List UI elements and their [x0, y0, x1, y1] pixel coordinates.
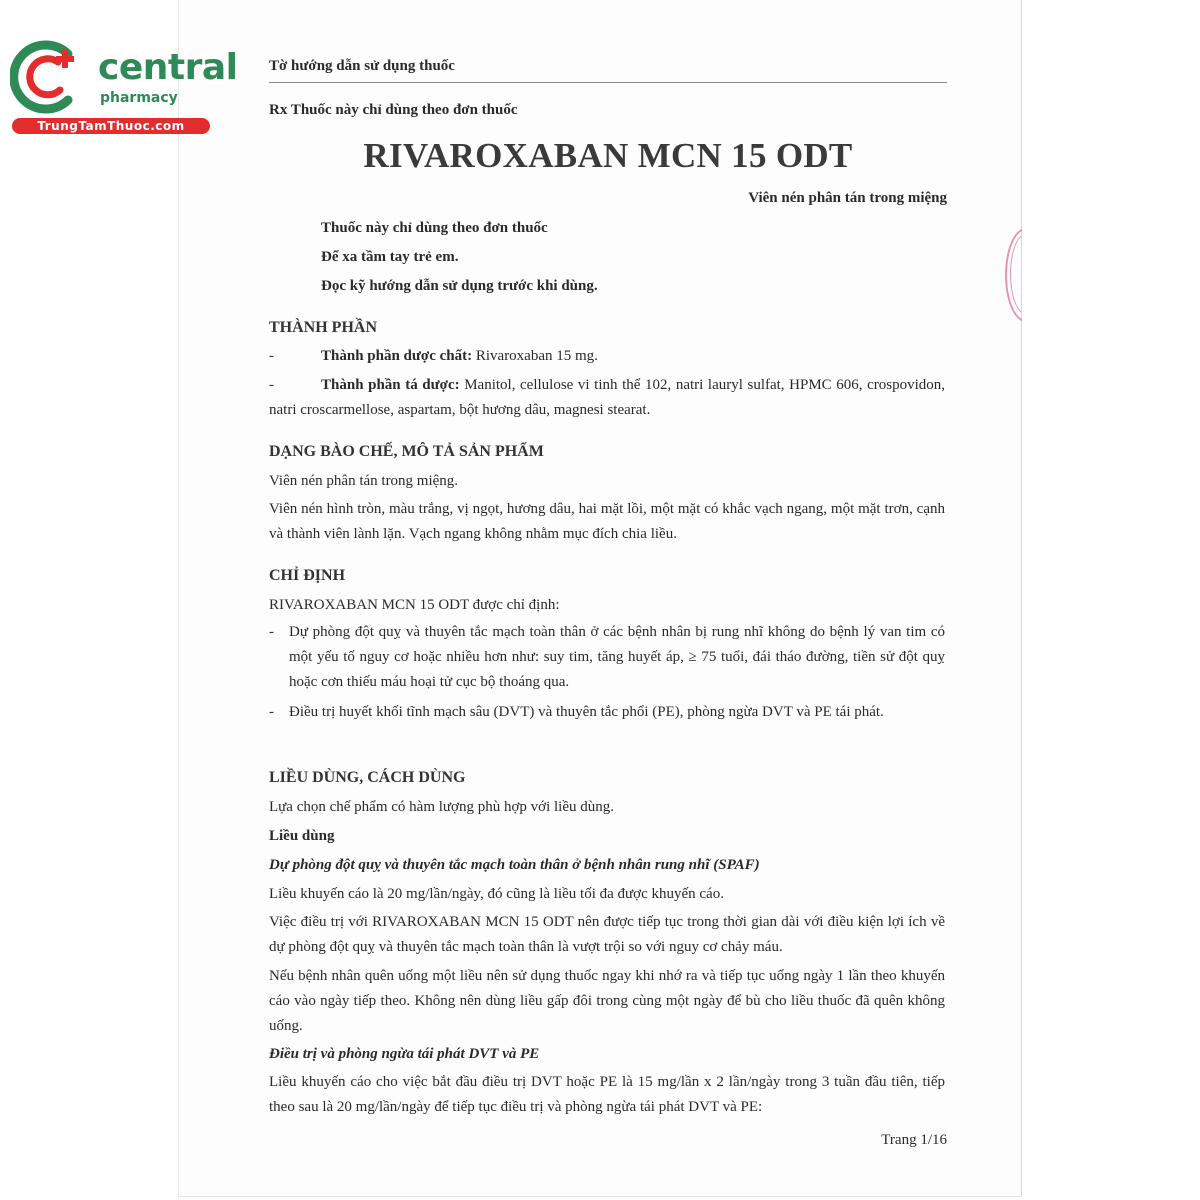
dosage-subheading: Liều dùng — [269, 828, 335, 844]
spaf-paragraph-3: Nếu bệnh nhân quên uống một liều nên sử dụng thuốc ngay khi nhớ ra và tiếp tục uống ngày 1 lần theo khuyến cáo vào ngày tiếp theo. Không nên dùng liều gấp đôi trong cùng một ngày để bù cho liều thuốc đã quên không uống. — [269, 968, 945, 1034]
composition-excipients — [269, 373, 945, 423]
bullet: - — [269, 377, 274, 393]
bullet: - — [269, 348, 274, 364]
dosage-form-line1: Viên nén phân tán trong miệng. — [269, 473, 459, 489]
indications-intro: RIVAROXABAN MCN 15 ODT được chỉ định: — [269, 597, 560, 613]
section-heading-dosage: LIỀU DÙNG, CÁCH DÙNG — [269, 769, 466, 786]
page-number: Trang 1/16 — [881, 1132, 947, 1148]
dvt-heading: Điều trị và phòng ngừa tái phát DVT và PE — [269, 1046, 540, 1062]
dvt-paragraph-1: Liều khuyến cáo cho việc bắt đầu điều trị DVT hoặc PE là 15 mg/lần x 2 lần/ngày trong 3 tuần đầu tiên, tiếp theo sau là 20 mg/lần/ngày để tiếp tục điều trị và phòng ngừa tái phát DVT và PE: — [269, 1074, 945, 1115]
label: Thành phần dược chất: — [321, 348, 473, 364]
bullet: - — [269, 704, 274, 720]
document-header: Tờ hướng dẫn sử dụng thuốc — [269, 58, 455, 74]
product-form: Viên nén phân tán trong miệng — [748, 190, 947, 206]
dosage-intro: Lựa chọn chế phẩm có hàm lượng phù hợp với liều dùng. — [269, 799, 614, 815]
brand-sub: pharmacy — [100, 90, 178, 106]
central-pharmacy-logo-icon — [10, 38, 90, 116]
rx-notice: Rx Thuốc này chỉ dùng theo đơn thuốc — [269, 102, 518, 118]
item-text: Điều trị huyết khối tĩnh mạch sâu (DVT) và thuyên tắc phổi (PE), phòng ngừa DVT và PE tái phát. — [289, 704, 884, 720]
warning-read: Đọc kỹ hướng dẫn sử dụng trước khi dùng. — [321, 278, 598, 294]
spaf-paragraph-1: Liều khuyến cáo là 20 mg/lần/ngày, đó cũng là liều tối đa được khuyến cáo. — [269, 886, 724, 902]
seal-stamp-inner-icon — [1010, 234, 1041, 314]
brand-name: central — [98, 47, 238, 88]
spaf-heading: Dự phòng đột quỵ và thuyên tắc mạch toàn thân ở bệnh nhân rung nhĩ (SPAF) — [269, 857, 760, 873]
section-heading-composition: THÀNH PHẦN — [269, 319, 377, 336]
item-text: Dự phòng đột quỵ và thuyên tắc mạch toàn thân ở các bệnh nhân bị rung nhĩ không do bệnh lý van tim có một yếu tố nguy cơ hoặc nhiều hơn như: suy tim, tăng huyết áp, ≥ 75 tuổi, đái tháo đường, tiền sử đột quỵ hoặc cơn thiếu máu hoại tử cục bộ thoáng qua. — [289, 624, 945, 690]
bullet: - — [269, 624, 274, 640]
indication-item — [269, 700, 945, 725]
indication-item — [269, 620, 945, 695]
warning-prescription: Thuốc này chỉ dùng theo đơn thuốc — [321, 220, 548, 236]
dosage-form-line2: Viên nén hình tròn, màu trắng, vị ngọt, hương dâu, hai mặt lồi, một mặt có khắc vạch ngang, một mặt trơn, cạnh và thành viên lành lặn. Vạch ngang không nhằm mục đích chia liều. — [269, 501, 945, 542]
label: Thành phần tá dược: — [321, 377, 460, 393]
product-title: RIVAROXABAN MCN 15 ODT — [363, 136, 853, 175]
warning-children: Để xa tầm tay trẻ em. — [321, 249, 459, 265]
composition-active — [269, 344, 945, 369]
value: Manitol, cellulose vi tinh thể 102, natri lauryl sulfat, HPMC 606, crospovidon, natri croscarmellose, aspartam, bột hương dâu, magnesi stearat. — [269, 377, 945, 418]
brand-site-link[interactable]: TrungTamThuoc.com — [12, 118, 210, 134]
header-divider — [269, 82, 947, 83]
brand-logo[interactable] — [10, 38, 238, 138]
section-heading-dosage-form: DẠNG BÀO CHẾ, MÔ TẢ SẢN PHẨM — [269, 443, 544, 460]
section-heading-indications: CHỈ ĐỊNH — [269, 567, 346, 584]
value: Rivaroxaban 15 mg. — [472, 348, 598, 364]
spaf-paragraph-2: Việc điều trị với RIVAROXABAN MCN 15 ODT nên được tiếp tục trong thời gian dài với điều kiện lợi ích về dự phòng đột quỵ và thuyên tắc mạch toàn thân là vượt trội so với nguy cơ chảy máu. — [269, 914, 945, 955]
